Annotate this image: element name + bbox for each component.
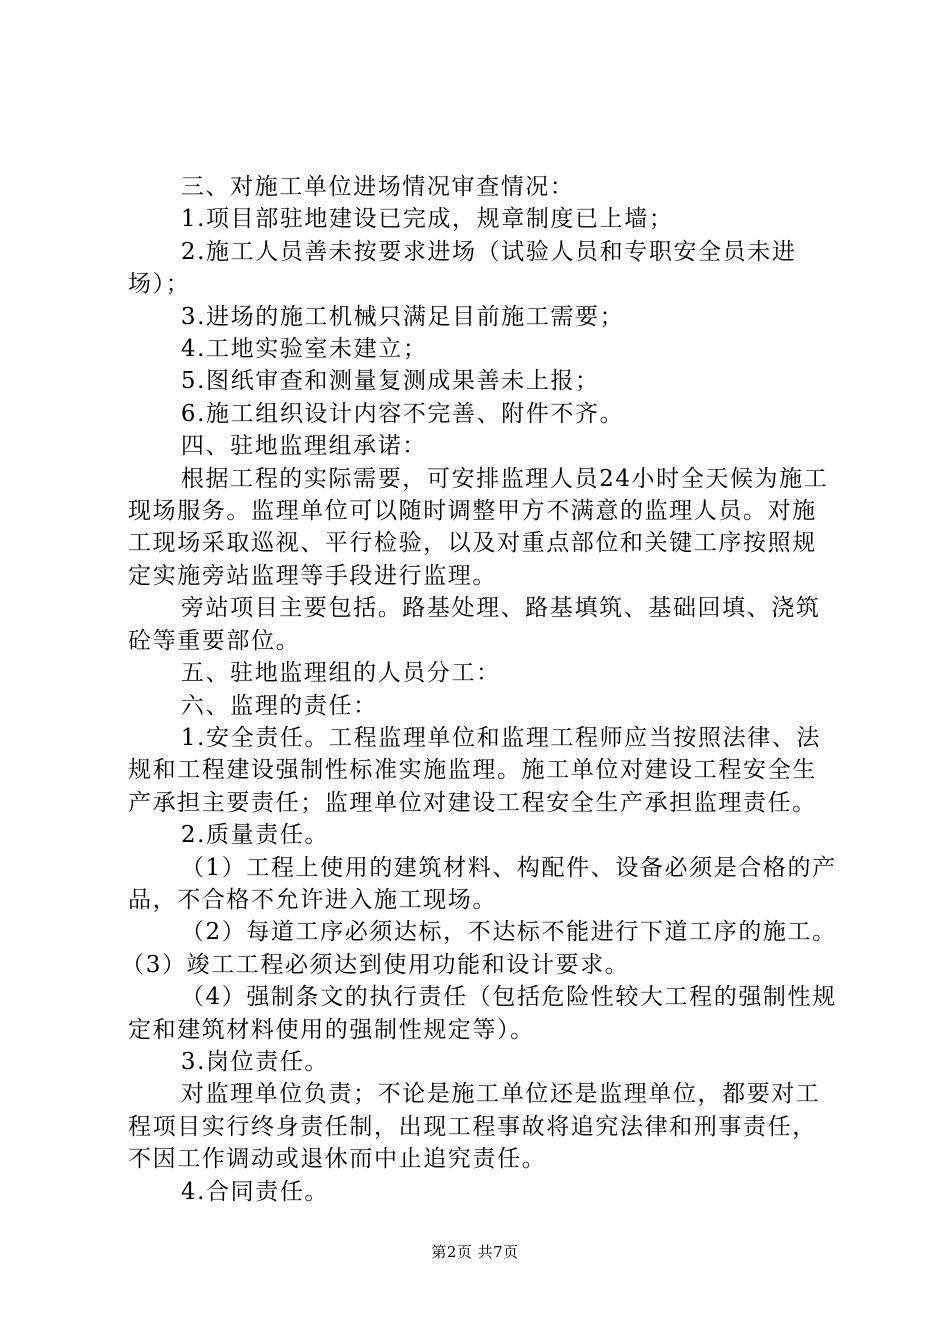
- section-heading-6: 六、监理的责任：: [180, 692, 378, 719]
- sub-list-item: （3）竣工工程必须达到使用功能和设计要求。: [121, 951, 630, 978]
- list-item: 6.施工组织设计内容不完善、附件不齐。: [180, 400, 625, 427]
- list-item: 2.质量责任。: [180, 822, 330, 849]
- page-footer: [0, 1242, 950, 1262]
- section-heading-5: 五、驻地监理组的人员分工：: [180, 660, 501, 687]
- page-number: 第2页 共7页: [431, 1243, 519, 1261]
- list-item: 4.工地实验室未建立；: [180, 336, 428, 363]
- section-heading-3: 三、对施工单位进场情况审查情况：: [180, 174, 575, 200]
- body-paragraph: 根据工程的实际需要，可安排监理人员24小时全天候为施工现场服务。监理单位可以随时调整甲方不满意的监理人员。对施工现场采取巡视、平行检验，以及对重点部位和关键工序按照规定实施旁站监理等手段进行监理。: [128, 465, 829, 589]
- sub-list-item: （1）工程上使用的建筑材料、构配件、设备必须是合格的产品，不合格不允许进入施工现场。: [128, 854, 837, 913]
- list-item: 4.合同责任。: [180, 1178, 330, 1205]
- sub-list-item: （4）强制条文的执行责任（包括危险性较大工程的强制性规定和建筑材料使用的强制性规定等）。: [128, 984, 837, 1043]
- list-item: 5.图纸审查和测量复测成果善未上报；: [180, 368, 600, 395]
- section-heading-4: 四、驻地监理组承诺：: [180, 433, 427, 460]
- body-paragraph: 旁站项目主要包括。路基处理、路基填筑、基础回填、浇筑砼等重要部位。: [128, 595, 821, 654]
- list-item: 1.项目部驻地建设已完成，规章制度已上墙；: [180, 206, 674, 233]
- list-item: 1.安全责任。工程监理单位和监理工程师应当按照法律、法规和工程建设强制性标准实施监理。施工单位对建设工程安全生产承担主要责任；监理单位对建设工程安全生产承担监理责任。: [128, 724, 822, 816]
- document-body: [121, 171, 840, 1208]
- list-item: 3.进场的施工机械只满足目前施工需要；: [180, 303, 625, 330]
- list-item: 2.施工人员善未按要求进场（试验人员和专职安全员未进场）；: [128, 238, 797, 298]
- sub-list-item: （2）每道工序必须达标，不达标不能进行下道工序的施工。: [180, 919, 837, 946]
- body-paragraph: 对监理单位负责；不论是施工单位还是监理单位，都要对工程项目实行终身责任制，出现工程事故将追究法律和刑事责任，不因工作调动或退休而中止追究责任。: [128, 1081, 821, 1173]
- list-item: 3.岗位责任。: [180, 1048, 330, 1075]
